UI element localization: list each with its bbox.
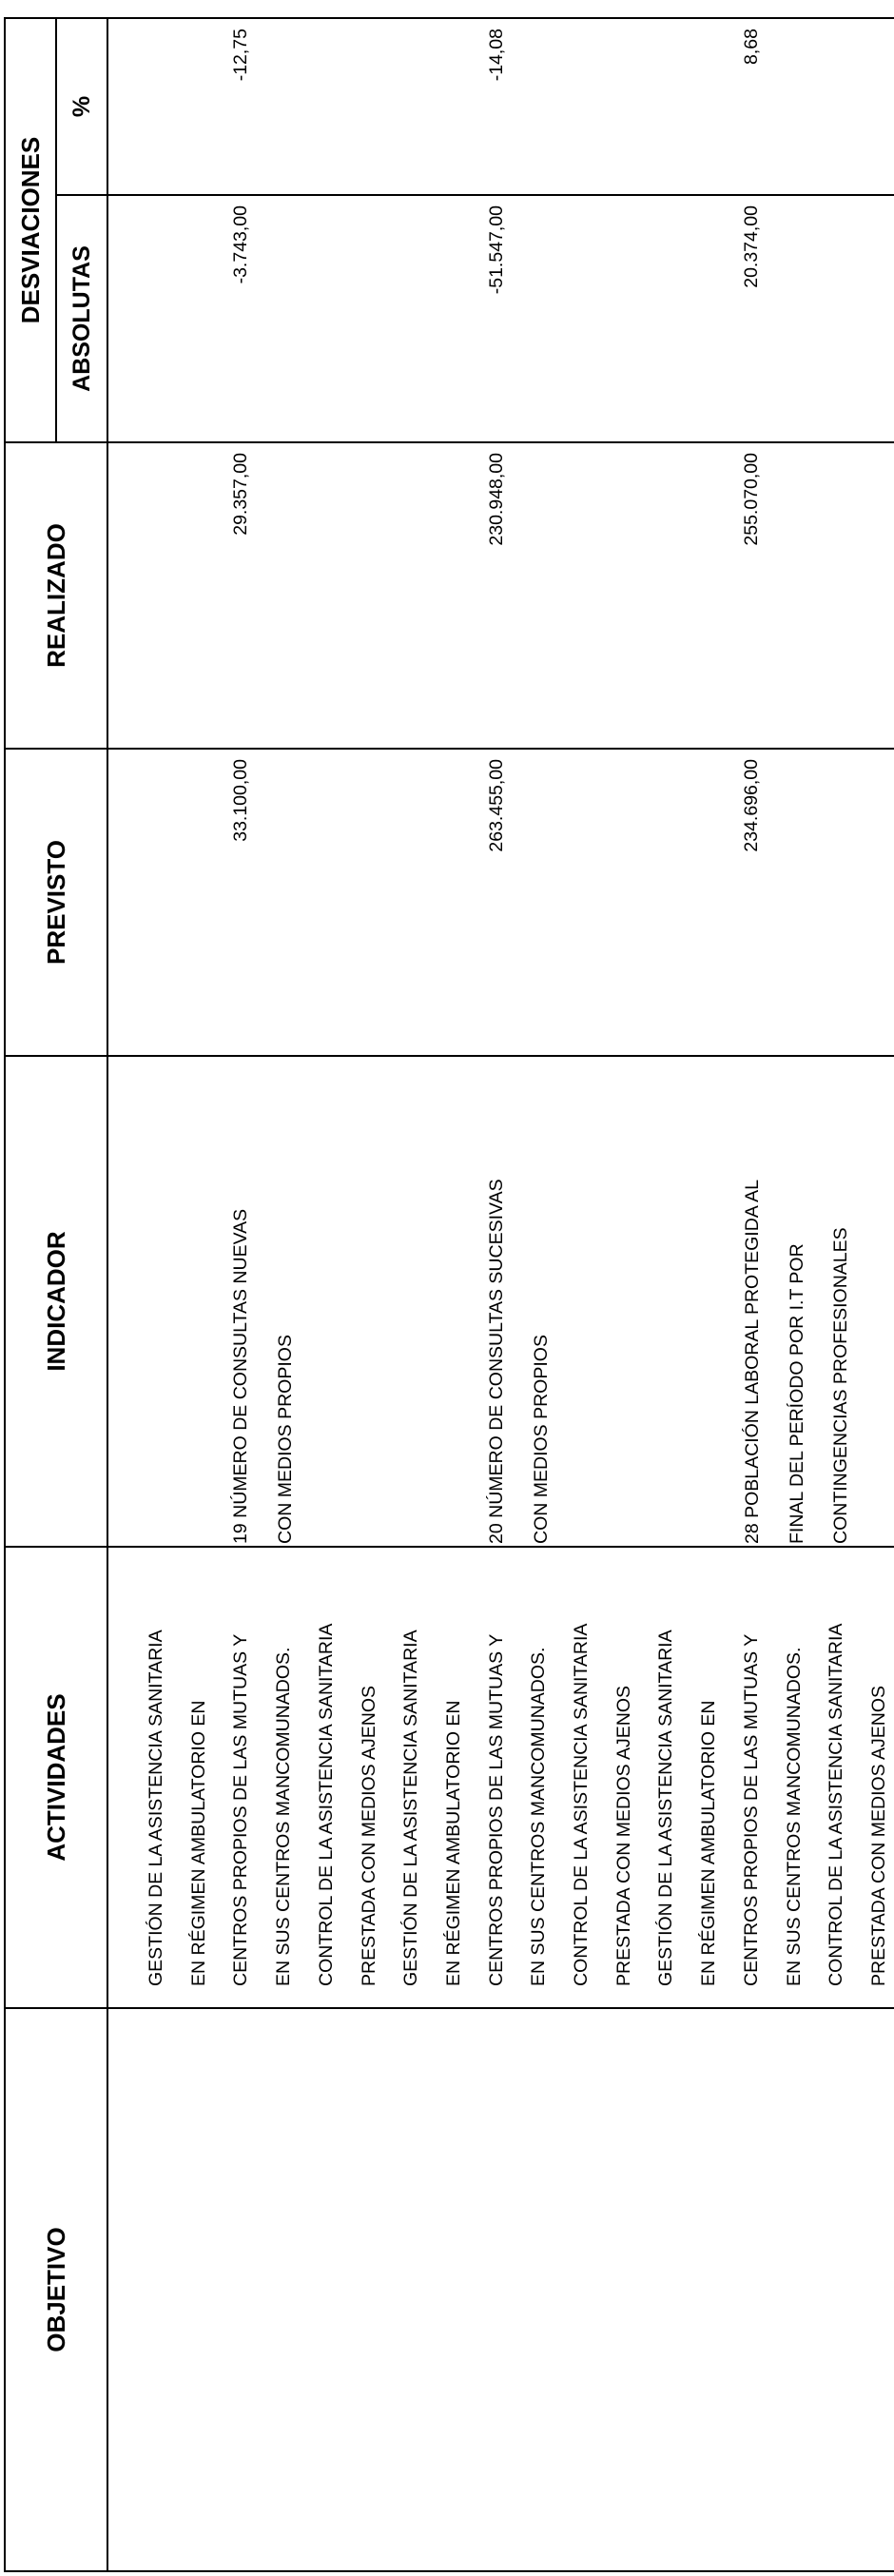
actividad-line: CONTROL DE LA ASISTENCIA SANITARIA	[315, 1623, 337, 1986]
actividad-line: GESTIÓN DE LA ASISTENCIA SANITARIA	[146, 1630, 166, 1986]
realizado-value: 255.070,00	[741, 453, 762, 546]
indicador-row-2	[475, 1063, 563, 1544]
actividad-line: PRESTADA CON MEDIOS AJENOS	[612, 1685, 634, 1986]
header-porcentaje: %	[56, 18, 107, 195]
header-previsto: PREVISTO	[5, 749, 107, 1056]
indicators-table	[4, 17, 894, 2572]
actividad-line: PRESTADA CON MEDIOS AJENOS	[867, 1685, 889, 1986]
header-objetivo: OBJETIVO	[5, 2008, 107, 2571]
previsto-value: 263.455,00	[485, 759, 507, 852]
porcentaje-value: -14,08	[485, 29, 507, 82]
actividad-line: EN SUS CENTROS MANCOMUNADOS.	[783, 1647, 805, 1986]
previsto-value: 33.100,00	[230, 759, 251, 842]
actividad-line: GESTIÓN DE LA ASISTENCIA SANITARIA	[655, 1630, 677, 1986]
actividad-line: CENTROS PROPIOS DE LAS MUTUAS Y	[230, 1633, 252, 1986]
indicador-line: FINAL DEL PERÍODO POR I.T POR	[786, 1243, 807, 1544]
indicador-cell	[107, 1056, 894, 1547]
header-indicador: INDICADOR	[5, 1056, 107, 1547]
absolutas-value: -3.743,00	[230, 205, 251, 284]
actividad-line: EN SUS CENTROS MANCOMUNADOS.	[528, 1647, 550, 1986]
actividad-line: EN RÉGIMEN AMBULATORIO EN	[187, 1700, 209, 1986]
header-absolutas: ABSOLUTAS	[56, 195, 107, 442]
actividad-line: EN RÉGIMEN AMBULATORIO EN	[442, 1700, 464, 1986]
actividad-line: GESTIÓN DE LA ASISTENCIA SANITARIA	[400, 1630, 422, 1986]
porcentaje-value: -12,75	[230, 29, 251, 82]
actividad-line: EN RÉGIMEN AMBULATORIO EN	[698, 1700, 720, 1986]
actividades-cell	[107, 1547, 894, 2008]
actividad-line: EN SUS CENTROS MANCOMUNADOS.	[273, 1647, 295, 1986]
indicador-line: 19 NÚMERO DE CONSULTAS NUEVAS	[230, 1208, 251, 1544]
realizado-value: 230.948,00	[485, 453, 507, 546]
porcentaje-value: 8,68	[741, 29, 762, 65]
indicador-row-3	[730, 1063, 864, 1544]
indicador-line: CON MEDIOS PROPIOS	[274, 1335, 296, 1544]
porcentaje-cell	[107, 18, 894, 195]
actividad-line: CENTROS PROPIOS DE LAS MUTUAS Y	[740, 1633, 762, 1986]
header-desviaciones: DESVIACIONES	[5, 18, 56, 442]
previsto-cell	[107, 749, 894, 1056]
indicador-line: CONTINGENCIAS PROFESIONALES	[830, 1227, 851, 1544]
previsto-value: 234.696,00	[741, 759, 762, 852]
actividad-line: CONTROL DE LA ASISTENCIA SANITARIA	[571, 1623, 593, 1986]
header-realizado: REALIZADO	[5, 442, 107, 749]
indicador-line: 20 NÚMERO DE CONSULTAS SUCESIVAS	[486, 1179, 507, 1544]
indicador-line: CON MEDIOS PROPIOS	[530, 1335, 552, 1544]
actividad-line: CONTROL DE LA ASISTENCIA SANITARIA	[826, 1623, 847, 1986]
objetivo-cell	[107, 2008, 894, 2571]
absolutas-cell	[107, 195, 894, 442]
actividad-line: CENTROS PROPIOS DE LAS MUTUAS Y	[485, 1633, 507, 1986]
actividad-line: PRESTADA CON MEDIOS AJENOS	[358, 1685, 379, 1986]
header-actividades: ACTIVIDADES	[5, 1547, 107, 2008]
indicador-line: 28 POBLACIÓN LABORAL PROTEGIDA AL	[742, 1180, 763, 1544]
realizado-value: 29.357,00	[230, 453, 251, 536]
absolutas-value: -51.547,00	[485, 205, 507, 295]
indicador-row-1	[219, 1063, 307, 1544]
absolutas-value: 20.374,00	[741, 205, 762, 288]
realizado-cell	[107, 442, 894, 749]
